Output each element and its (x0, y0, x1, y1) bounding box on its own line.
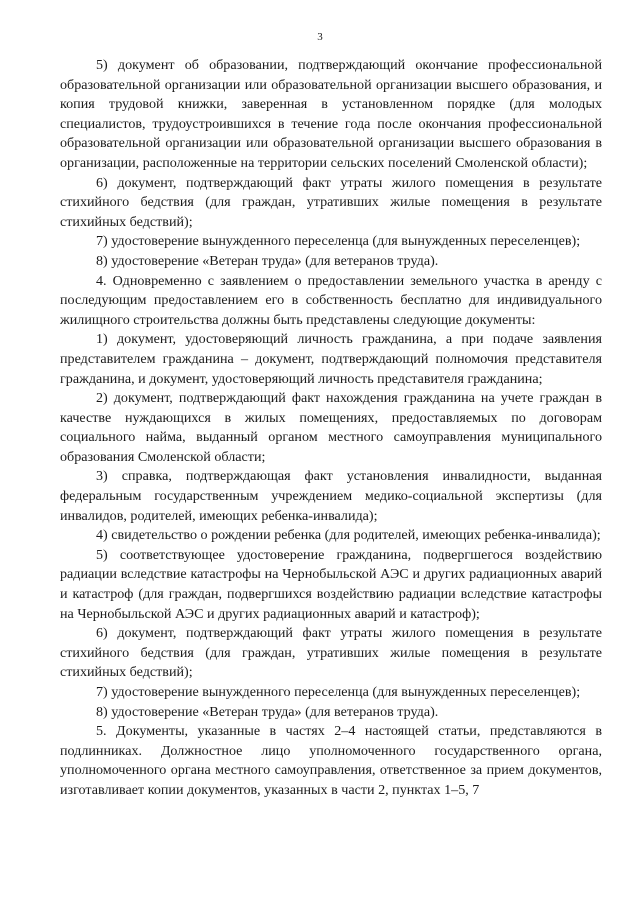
paragraph-item-7-forced-migrant: 7) удостоверение вынужденного переселенца (для вынужденных переселенцев); (96, 233, 581, 250)
document-body (60, 56, 602, 801)
paragraph-section-4-intro: 4. Одновременно с заявлением о предоставлении земельного участка в аренду с последующим предоставлением его в собственность бесплатно для индивидуального жилищного строительства должны быть представлены следующие документы: (60, 272, 602, 328)
paragraph-item-3-disability: 3) справка, подтверждающая факт установления инвалидности, выданная федеральным государственным учреждением медико-социальной экспертизы (для инвалидов, родителей, имеющих ребенка-инвалида); (60, 468, 602, 524)
page-number: 3 (317, 31, 323, 43)
paragraph-section-5-originals: 5. Документы, указанные в частях 2–4 настоящей статьи, представляются в подлинниках. Должностное лицо уполномоченного государственного органа, уполномоченного органа местного самоуправления, ответственное за прием документов, изготавливает копии документов, указанных в части 2, пунктах 1–5, 7 (60, 723, 602, 798)
paragraph-item-6-housing-loss: 6) документ, подтверждающий факт утраты жилого помещения в результате стихийного бедствия (для граждан, утративших жилые помещения в результате стихийных бедствий); (60, 174, 602, 230)
paragraph-item-6-housing-loss-2: 6) документ, подтверждающий факт утраты жилого помещения в результате стихийного бедствия (для граждан, утративших жилые помещения в результате стихийных бедствий); (60, 625, 602, 681)
paragraph-item-2-housing-registry: 2) документ, подтверждающий факт нахождения гражданина на учете граждан в качестве нуждающихся в жилых помещениях, предоставляемых по договорам социального найма, выданный органом местного самоуправления муниципального образования Смоленской области; (60, 390, 602, 465)
paragraph-item-1-identity: 1) документ, удостоверяющий личность гражданина, а при подаче заявления представителем гражданина – документ, подтверждающий полномочия представителя гражданина, и документ, удостоверяющий личность представителя гражданина; (60, 331, 602, 387)
paragraph-item-7-forced-migrant-2: 7) удостоверение вынужденного переселенца (для вынужденных переселенцев); (96, 684, 581, 700)
paragraph-item-5-education: 5) документ об образовании, подтверждающий окончание профессиональной образовательной организации или образовательной организации высшего образования, и копия трудовой книжки, заверенная в установленном порядке (для молодых специалистов, трудоустроившихся в течение года после окончания профессиональной образовательной организации или образовательной организации высшего образования в организации, расположенные на территории сельских поселений Смоленской области); (60, 57, 602, 171)
paragraph-item-8-labor-veteran-2: 8) удостоверение «Ветеран труда» (для ветеранов труда). (96, 703, 439, 720)
paragraph-item-5-radiation: 5) соответствующее удостоверение гражданина, подвергшегося воздействию радиации вследствие катастрофы на Чернобыльской АЭС и других радиационных аварий и катастроф (для граждан, подвергшихся воздействию радиации вследствие катастрофы на Чернобыльской АЭС и других радиационных аварий и катастроф); (60, 546, 602, 622)
paragraph-item-8-labor-veteran: 8) удостоверение «Ветеран труда» (для ветеранов труда). (96, 252, 439, 269)
paragraph-item-4-birth-certificate: 4) свидетельство о рождении ребенка (для родителей, имеющих ребенка-инвалида); (96, 527, 601, 544)
